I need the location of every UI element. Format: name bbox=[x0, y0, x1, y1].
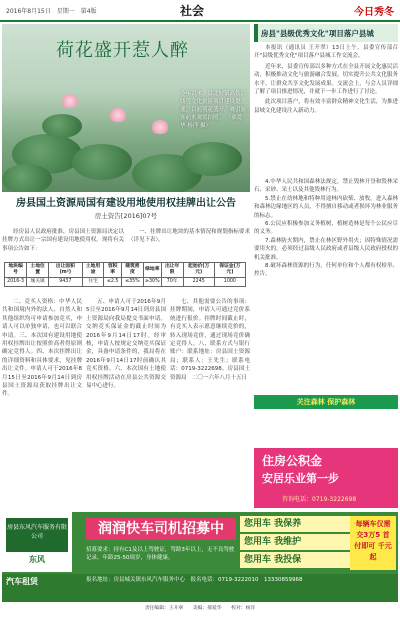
table-header: 绿地率 bbox=[143, 263, 161, 278]
table-header: 地块编号 bbox=[5, 263, 27, 278]
ad-slogan: 您用车 我保养 bbox=[240, 516, 350, 532]
table-header: 土地位置 bbox=[27, 263, 49, 278]
table-header: 出让面积(m²) bbox=[49, 263, 82, 278]
forest-banner: 关注森林 保护森林 bbox=[254, 395, 398, 409]
brand-panel bbox=[2, 512, 72, 572]
right-top-p3: 此次项目落户，将有效丰富群众精神文化生活，为推进县域文化建设注入新动力。 bbox=[254, 99, 398, 114]
table-cell: 城关镇 bbox=[27, 278, 49, 287]
lotus-flower-icon bbox=[110, 108, 126, 122]
photo-caption bbox=[180, 90, 246, 130]
notice-heading bbox=[2, 194, 250, 220]
table-cell: 1000 bbox=[214, 278, 245, 287]
brand-logo-icon: 房县东风汽车服务有限公司 bbox=[6, 518, 68, 552]
housing-fund-sub: 安居乐业第一步 bbox=[262, 472, 339, 485]
table-header: 土地用途 bbox=[82, 263, 104, 278]
parcel-table bbox=[4, 262, 246, 287]
right-top-heading: 房县"县级优秀文化"项目落户县城 bbox=[254, 24, 398, 42]
notice-col-2: 五、申请人可于2016年9月5日至2016年9月14日到房县国土资源局向我局提交书面申请。交纳竞买保证金的截止时间为2016年9月14日17时。经审核，申请人按规定交纳竞买保证金，具备申请条件的，我局将在2016年9月14日17时前确认其竞买资格。六、本次国有土地使用权挂牌活动在房县公共资源交易中心进行。 bbox=[86, 299, 166, 390]
ad-slogans bbox=[240, 516, 350, 570]
lotus-leaf-icon bbox=[182, 142, 242, 176]
driver-recruit-ad[interactable] bbox=[2, 512, 398, 602]
table-cell: 2016-3 bbox=[5, 278, 27, 287]
right-mid-p2: 5.禁止在幼林地和特种用途林内砍柴、放牧。进入森林和森林边缘地区的人员，不得擅自移动或者损坏为林业服务的标志。 bbox=[254, 195, 398, 219]
notice-title: 房县国土资源局国有建设用地使用权挂牌出让公告 bbox=[16, 198, 236, 209]
table-header-row bbox=[5, 263, 246, 278]
lotus-photo bbox=[2, 24, 250, 192]
caption-credit: （郝爱华 杨洋 摄） bbox=[180, 115, 243, 129]
lotus-leaf-icon bbox=[2, 164, 52, 192]
table-row bbox=[5, 278, 246, 287]
ad-headline: 润润快车司机招募中 bbox=[86, 518, 236, 540]
print-line: 责任编辑：王开翠 美编：郝爱华 校对：杨洋 bbox=[144, 606, 256, 611]
notice-intro-2: 一、挂牌出让地块的基本情况和规划指标要求（详见下表）。 bbox=[128, 229, 250, 244]
notice-number: 房土资告[2016]07号 bbox=[94, 212, 158, 220]
right-top-article bbox=[254, 24, 398, 115]
ad-category: 汽车租赁 bbox=[6, 577, 38, 586]
lotus-leaf-icon bbox=[72, 144, 132, 180]
table-header: 保证金(万元) bbox=[214, 263, 245, 278]
right-top-p1: 本报讯（通讯员 王开翠）13日上午，县委宣传部召开"县级优秀文化"项目落户县城工作交流会。 bbox=[254, 45, 398, 60]
brand-name: 东风 bbox=[29, 555, 45, 564]
ad-slogan: 您用车 我维护 bbox=[240, 534, 350, 550]
notice-col-1: 二、竞买人资格：中华人民共和国境内外的法人、自然人和其他组织均可申请参加竞买，申请人可以单独申请，也可以联合申请。三、本次国有建设用地使用权挂牌出让按照价高者得原则确定竞得人。四、本次挂牌出让的详细资料和具体要求，见挂牌出让文件。申请人可于2016年8月15日至2016年9月14日到房县国土资源局获取挂牌出让文件。 bbox=[2, 299, 82, 398]
table-header: 容积率 bbox=[104, 263, 121, 278]
housing-fund-title: 住房公积金 bbox=[262, 454, 323, 468]
table-cell: ≤35% bbox=[121, 278, 143, 287]
table-cell: ≤2.5 bbox=[104, 278, 121, 287]
lotus-leaf-icon bbox=[42, 114, 82, 138]
photo-title: 荷花盛开惹人醉 bbox=[56, 40, 189, 61]
newspaper-logo: 今日秀冬 bbox=[354, 7, 394, 18]
ad-info: 招募要求：持有C1及以上驾驶证，驾龄3年以上，无不良驾驶记录，年龄25-50周岁，身体健康。 bbox=[86, 547, 235, 561]
issue-date: 2016年8月15日 星期一 第4版 bbox=[6, 8, 97, 15]
right-mid-p3: 6.公民应积极参加义务植树，植树造林是每个公民应尽的义务。 bbox=[254, 221, 398, 236]
caption-text: 今年以来，县北坡镇高铁沿线莲文化旅游项目建设提速，目前荷花盛开，吸引游客前来观赏拍照。 bbox=[180, 91, 247, 121]
table-cell: 住宅 bbox=[82, 278, 104, 287]
right-mid-p5: 8.破坏森林资源的行为，任何单位和个人都有权检举、控告。 bbox=[254, 263, 398, 278]
table-cell: 70年 bbox=[161, 278, 183, 287]
notice-body bbox=[2, 298, 250, 508]
page-header bbox=[0, 0, 400, 22]
ad-slogan: 您用车 我投保 bbox=[240, 552, 350, 568]
housing-fund-ad[interactable] bbox=[254, 448, 398, 508]
right-mid-p1: 4.中华人民共和国森林法规定，禁止毁林开垦和毁林采石、采砂、采土以及其他毁林行为。 bbox=[254, 179, 398, 194]
notice-intro-1: 经房县人民政府批准，房县国土资源局决定以挂牌方式出让一宗国有建设用地使用权。现将有关事项公告如下： bbox=[2, 229, 124, 252]
ad-footer: 报名地址：房县城关镇东风汽车服务中心 报名电话：0719-3222010 13330859968 bbox=[2, 574, 398, 602]
lotus-flower-icon bbox=[152, 120, 168, 134]
notice-col-3: 七、其他需要公告的事项：挂牌期间，申请人可通过竞价系统进行报价。挂牌时间截止时，有竞买人表示愿意继续竞价的，转入现场竞价，通过现场竞价确定竞得人。八、联系方式与银行账户：联系地址：房县国土资源局；联系人：王先生；联系电话：0719-3222698。房县国土资源局 二〇一六年八月十五日 bbox=[170, 299, 250, 381]
table-cell: 9437 bbox=[49, 278, 82, 287]
table-header: 建筑密度 bbox=[121, 263, 143, 278]
table-header: 出让年限 bbox=[161, 263, 183, 278]
right-top-p2: 近年来，县委宣传部以多种方式在全县开展文化惠民活动，积极推动文化与旅游融合发展，切实提升公共文化服务水平，让群众共享文化发展成果。交流会上，与会人员详细了解了项目推进情况，并就下一步工作进行了讨论。 bbox=[254, 63, 398, 96]
right-mid-p4: 7.森林防火期内，禁止在林区野外用火；因特殊情况需要用火的，必须经过县级人民政府或者县级人民政府授权的机关批准。 bbox=[254, 237, 398, 261]
lotus-flower-icon bbox=[62, 94, 78, 108]
right-mid-article bbox=[254, 178, 398, 279]
housing-fund-tel: 咨询电话：0719-3222698 bbox=[282, 496, 357, 503]
table-cell: 2245 bbox=[183, 278, 214, 287]
section-title: 社会 bbox=[180, 4, 205, 18]
table-header: 起始价(万元) bbox=[183, 263, 214, 278]
table-cell: ≥30% bbox=[143, 278, 161, 287]
ad-promo-badge: 每辆车仅需交3万5 首付即可 千元起 bbox=[350, 516, 396, 570]
